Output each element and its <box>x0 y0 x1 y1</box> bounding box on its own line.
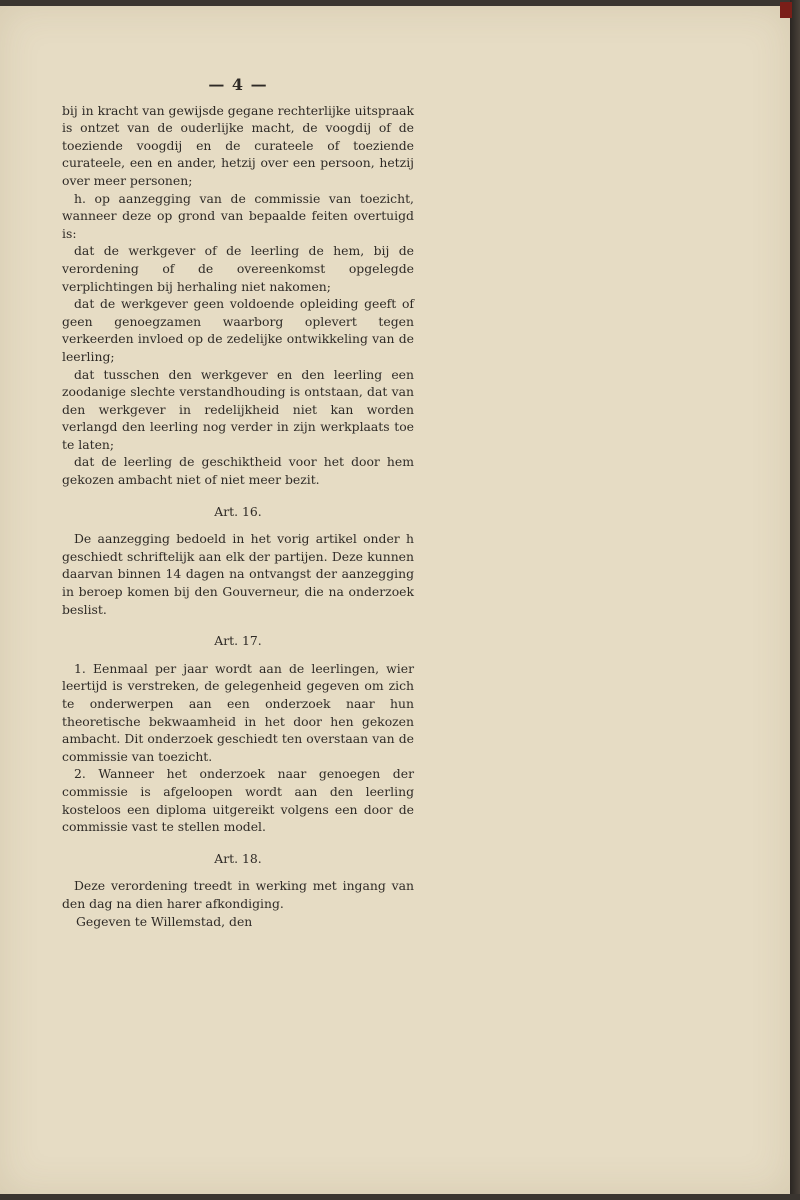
article-heading-17: Art. 17. <box>214 633 262 649</box>
page-edge <box>790 0 800 1200</box>
document-page <box>0 6 790 1194</box>
article-17-item-2: 2. Wanneer het onderzoek naar genoegen der commissie is afgeloopen wordt aan den leerling kosteloos een diploma uitgereikt volgens een door de commissie vast te stellen model. <box>62 766 414 835</box>
article-heading-16: Art. 16. <box>214 503 262 519</box>
article-16-text: De aanzegging bedoeld in het vorig artikel onder h geschiedt schriftelijk aan elk der partijen. Deze kunnen daarvan binnen 14 dagen na ontvangst der aanzegging in beroep komen bij den Gouverneur, die na onderzoek beslist. <box>62 531 414 617</box>
paragraph: dat de leerling de geschiktheid voor het door hem gekozen ambacht niet of niet meer bezit. <box>62 454 414 488</box>
article-heading-18: Art. 18. <box>214 850 262 866</box>
bookmark-tab <box>780 2 792 18</box>
paragraph: h. op aanzegging van de commissie van toezicht, wanneer deze op grond van bepaalde feiten overtuigd is: <box>62 190 414 241</box>
paragraph: dat tusschen den werkgever en den leerling een zoodanige slechte verstandhouding is ontstaan, dat van den werkgever in redelijkheid niet kan worden verlangd den leerling nog verder in zijn werkplaats toe te laten; <box>62 366 414 452</box>
page-text <box>62 76 414 930</box>
article-17-item-1: 1. Eenmaal per jaar wordt aan de leerlingen, wier leertijd is verstreken, de gelegenheid gegeven om zich te onderwerpen aan een onderzoek naar hun theoretische bekwaamheid in het door hen gekozen ambacht. Dit onderzoek geschiedt ten overstaan van de commissie van toezicht. <box>62 660 414 764</box>
page-number: — 4 — <box>208 75 268 94</box>
page-edge-bottom <box>0 1194 800 1200</box>
paragraph: bij in kracht van gewijsde gegane rechterlijke uitspraak is ontzet van de ouderlijke macht, de voogdij of de toeziende voogdij en de curateele of toeziende curateele, een en ander, hetzij over een persoon, hetzij over meer personen; <box>62 102 414 188</box>
signature-line: Gegeven te Willemstad, den <box>76 913 253 929</box>
paragraph: dat de werkgever of de leerling de hem, bij de verordening of de overeenkomst opgelegde verplichtingen bij herhaling niet nakomen; <box>62 243 414 294</box>
article-18-text: Deze verordening treedt in werking met ingang van den dag na dien harer afkondiging. <box>62 878 414 911</box>
paragraph: dat de werkgever geen voldoende opleiding geeft of geen genoegzamen waarborg oplevert tegen verkeerden invloed op de zedelijke ontwikkeling van de leerling; <box>62 296 414 364</box>
